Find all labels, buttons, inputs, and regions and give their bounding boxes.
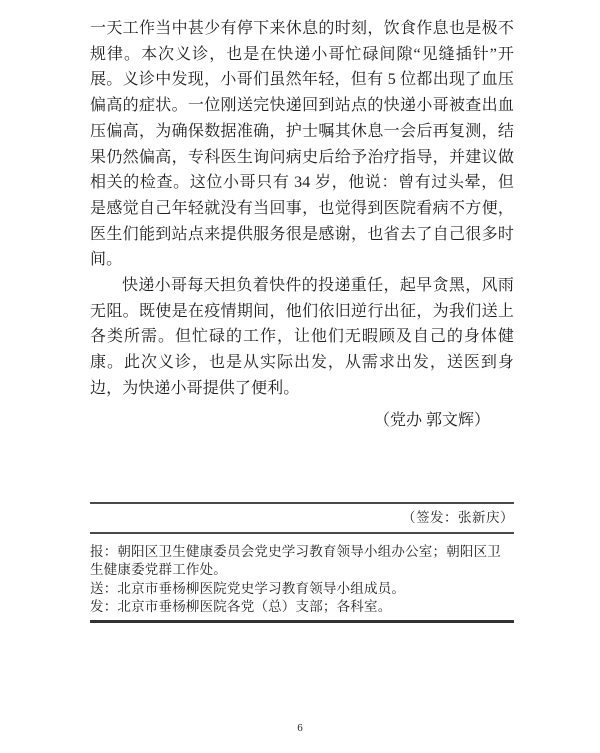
- author-credit: （党办 郭文辉）: [373, 411, 490, 429]
- issuer-signature: （签发：张新庆）: [402, 510, 514, 525]
- page-number: 6: [297, 722, 303, 734]
- body-paragraph-continuation: 一天工作当中甚少有停下来休息的时刻，饮食作息也是极不规律。本次义诊，也是在快递小哥忙碌间隙“见缝插针”开展。义诊中发现，小哥们虽然年轻，但有 5 位都出现了血压偏高的症状。一位刚送完快递回到站点的快递小哥被查出血压偏高，为确保数据准确，护士嘱其休息一会后再复测，结果仍然偏高，专科医生询问病史后给予治疗指导，并建议做相关的检查。这位小哥只有 34 岁，他说：曾有过头晕，但是感觉自己年轻就没有当回事，也觉得到医院看病不方便，医生们能到站点来提供服务很是感谢，也省去了自己很多时间。: [90, 20, 514, 269]
- body-paragraph-2: 快递小哥每天担负着快件的投递重任，起早贪黑，风雨无阻。既使是在疫情期间，他们依旧逆行出征，为我们送上各类所需。但忙碌的工作，让他们无暇顾及自己的身体健康。此次义诊，也是从实际出发，从需求出发，送医到身边，为快递小哥提供了便利。: [90, 277, 514, 397]
- distribution-item-report: 报：朝阳区卫生健康委员会党史学习教育领导小组办公室；朝阳区卫生健康委党群工作处。: [90, 544, 501, 578]
- distribution-list: [90, 543, 514, 617]
- distribution-item-send: 送：北京市垂杨柳医院党史学习教育领导小组成员。: [90, 580, 406, 596]
- divider-middle-rule: [90, 532, 514, 534]
- body-text-block: [90, 16, 514, 433]
- divider-bottom-rule: [90, 620, 514, 623]
- distribution-item-issue: 发：北京市垂杨柳医院各党（总）支部；各科室。: [90, 599, 392, 615]
